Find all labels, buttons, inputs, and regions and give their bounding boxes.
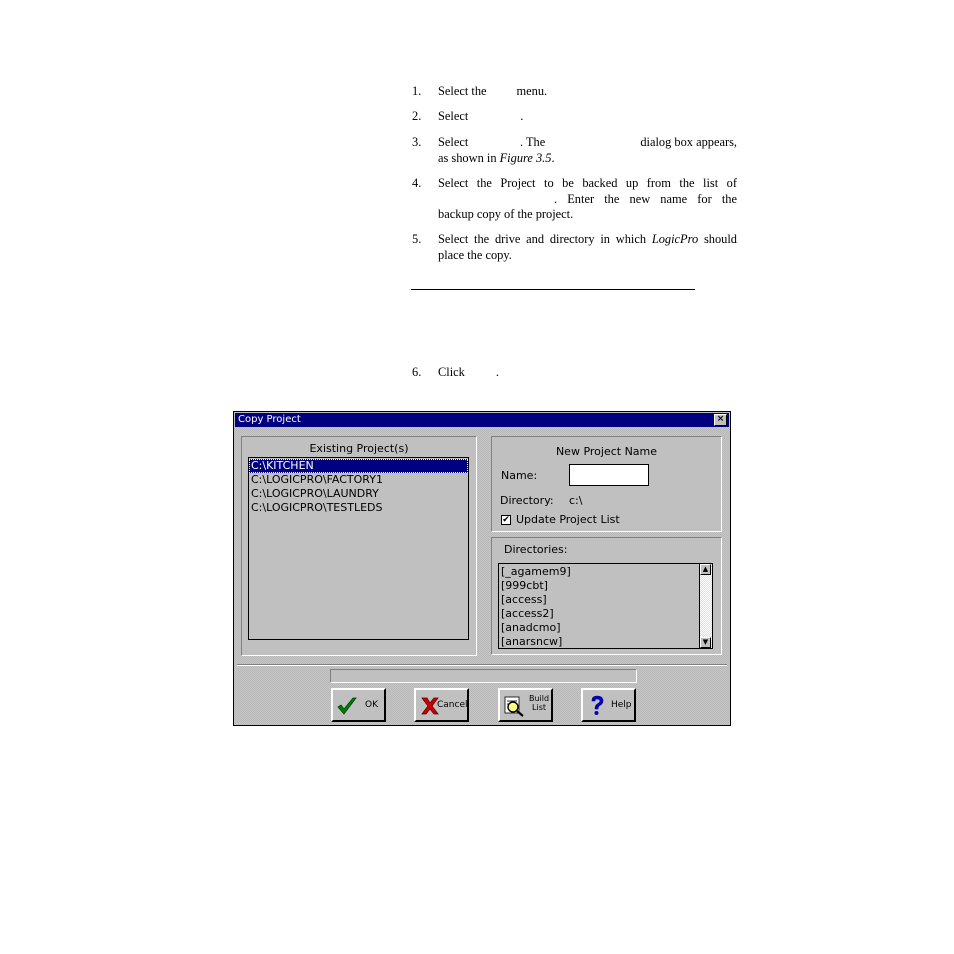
project-item[interactable]: C:\LOGICPRO\TESTLEDS bbox=[251, 501, 383, 514]
step-text: backup copy of the project. bbox=[438, 207, 574, 221]
step-text: dialog box appears, bbox=[640, 135, 737, 149]
directory-item[interactable]: [_agamem9] bbox=[501, 565, 571, 578]
step-text: . bbox=[551, 150, 555, 165]
step-text: Select the bbox=[438, 84, 487, 98]
step-text: Select the drive and directory in which bbox=[438, 232, 652, 246]
directory-value: c:\ bbox=[569, 494, 583, 507]
separator-rule bbox=[411, 289, 695, 290]
ok-button[interactable] bbox=[331, 688, 386, 722]
step-text: . bbox=[520, 109, 524, 123]
new-project-header: New Project Name bbox=[555, 445, 658, 458]
directory-item[interactable]: [access2] bbox=[501, 607, 554, 620]
step-text: . Enter the new name for the bbox=[554, 191, 737, 206]
directory-item[interactable]: [anadcmo] bbox=[501, 621, 561, 634]
help-button-label: Help bbox=[611, 700, 632, 710]
figure-reference: Figure 3.5 bbox=[499, 150, 552, 165]
cancel-button[interactable] bbox=[414, 688, 469, 722]
name-input[interactable] bbox=[569, 464, 649, 486]
ok-button-label: OK bbox=[365, 700, 378, 710]
step-number: 1. bbox=[412, 84, 422, 98]
project-item[interactable]: C:\LOGICPRO\LAUNDRY bbox=[251, 487, 379, 500]
scroll-down-icon[interactable]: ▼ bbox=[700, 637, 711, 648]
question-mark-icon bbox=[586, 695, 608, 717]
step-text: . The bbox=[520, 135, 546, 149]
build-list-button[interactable] bbox=[498, 688, 553, 722]
step-number: 4. bbox=[412, 176, 422, 190]
copy-project-dialog bbox=[233, 411, 731, 726]
name-label: Name: bbox=[501, 469, 538, 482]
directory-item[interactable]: [access] bbox=[501, 593, 547, 606]
close-icon[interactable]: × bbox=[714, 414, 727, 426]
project-list[interactable] bbox=[248, 457, 469, 640]
scroll-up-icon[interactable]: ▲ bbox=[700, 564, 711, 575]
directory-item[interactable]: [999cbt] bbox=[501, 579, 548, 592]
checkmark-icon bbox=[336, 695, 358, 717]
directory-label: Directory: bbox=[500, 494, 554, 507]
directories-label: Directories: bbox=[504, 543, 568, 556]
step-text: menu. bbox=[516, 84, 548, 98]
new-project-panel bbox=[491, 436, 722, 532]
existing-projects-label: Existing Project(s) bbox=[309, 442, 409, 455]
directories-panel bbox=[491, 537, 722, 655]
directory-item[interactable]: [anarsncw] bbox=[501, 635, 563, 648]
existing-projects-panel bbox=[241, 436, 477, 656]
step-text: Select the Project to be backed up from the list of bbox=[438, 176, 737, 190]
magnifier-list-icon bbox=[503, 695, 525, 717]
help-button[interactable] bbox=[581, 688, 636, 722]
dialog-divider bbox=[237, 664, 727, 666]
update-project-list-label: Update Project List bbox=[516, 513, 620, 526]
step-number: 2. bbox=[412, 109, 422, 123]
cancel-button-label: Cancel bbox=[437, 700, 468, 710]
directories-list[interactable] bbox=[498, 563, 713, 649]
step-number: 3. bbox=[412, 135, 422, 149]
step-text: should bbox=[698, 232, 737, 246]
status-bar bbox=[330, 669, 637, 683]
step-text: . bbox=[495, 365, 499, 379]
product-name: LogicPro bbox=[651, 232, 699, 246]
directories-scrollbar[interactable] bbox=[699, 564, 712, 648]
step-text: Select bbox=[438, 135, 469, 149]
dialog-title: Copy Project bbox=[238, 414, 301, 425]
build-list-label: Build List bbox=[529, 694, 550, 712]
project-item[interactable]: C:\KITCHEN bbox=[249, 459, 468, 473]
project-item[interactable]: C:\LOGICPRO\FACTORY1 bbox=[251, 473, 383, 486]
step-number: 5. bbox=[412, 232, 422, 246]
dialog-titlebar bbox=[235, 413, 729, 427]
step-text: place the copy. bbox=[438, 247, 512, 262]
step-text: Click bbox=[438, 365, 465, 379]
step-number: 6. bbox=[412, 365, 422, 379]
step-text: as shown in bbox=[438, 150, 500, 165]
step-text: Select bbox=[438, 109, 469, 123]
update-project-list-checkbox[interactable]: ✔ bbox=[502, 515, 510, 525]
